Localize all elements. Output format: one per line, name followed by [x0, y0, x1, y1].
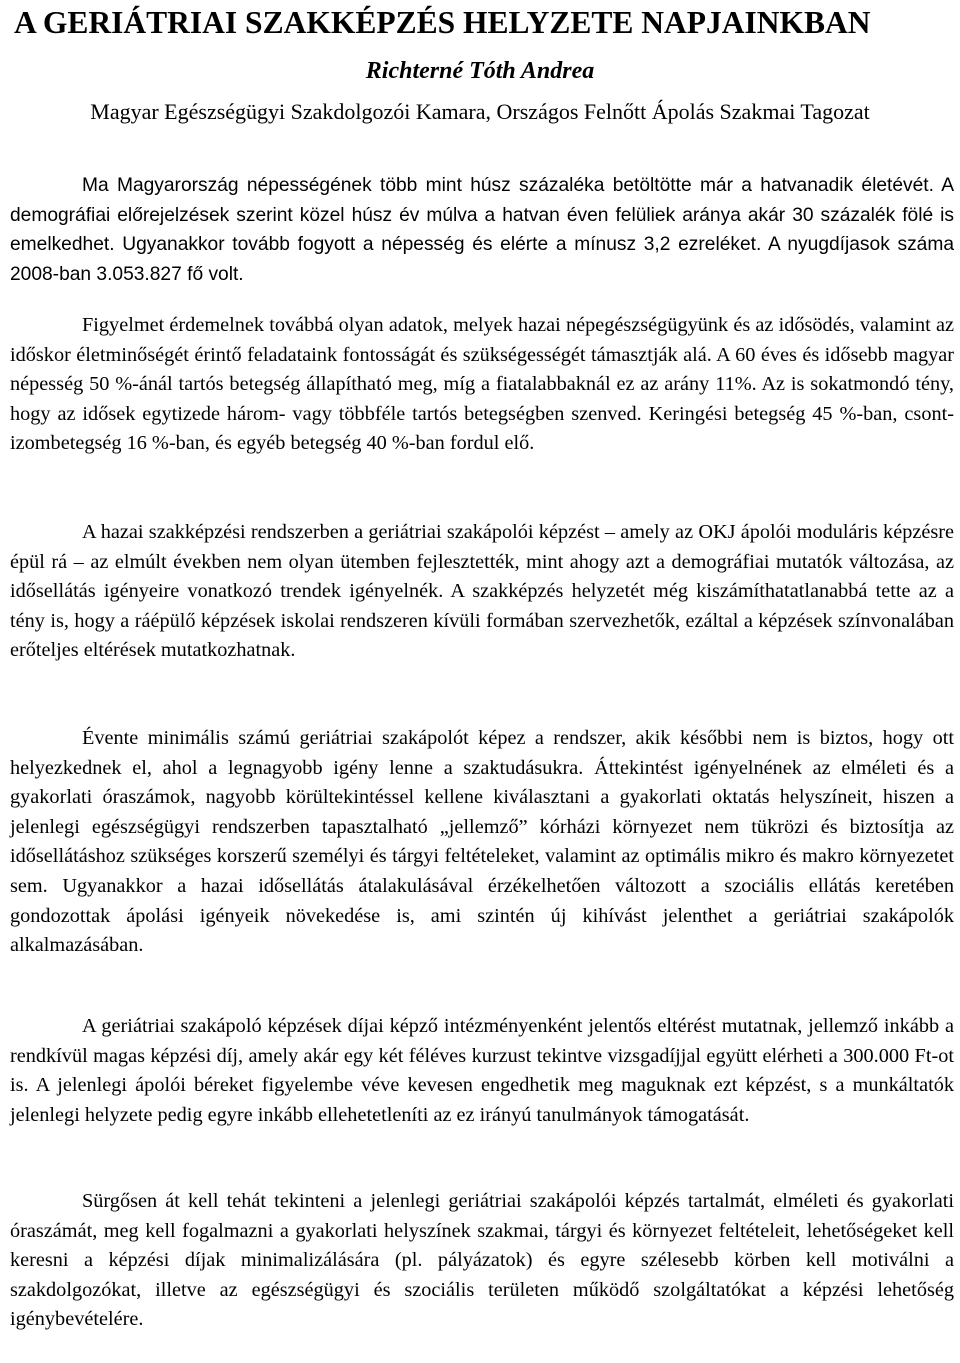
body-paragraph: Sürgősen át kell tehát tekinteni a jelenlegi geriátriai szakápolói képzés tartalmát, elméleti és gyakorlati óraszámát, meg kell fogalmazni a gyakorlati helyszínek szakmai, tárgyi és környezet feltételeit, lehetőségeket kell keresni a képzési díjak minimalizálására (pl. pályázatok) és egyre szélesebb körben kell motiválni a szakdolgozókat, illetve az egészségügyi és szociális területen működő szolgáltatókat a képzési lehetőség igénybevételére. [10, 1190, 954, 1331]
body-paragraph: Évente minimális számú geriátriai szakápolót képez a rendszer, akik későbbi nem is biztos, hogy ott helyezkednek el, ahol a legnagyobb igény lenne a szaktudásukra. Áttekintést igényelnének az elméleti és a gyakorlati óraszámok, nagyobb körültekintéssel kellene kiválasztani a gyakorlati oktatás helyszíneit, hiszen a jelenlegi egészségügyi rendszerben tapasztalható „jellemző” kórházi környezet nem tükrözi és biztosítja az idősellátáshoz szükséges korszerű személyi és tárgyi feltételeket, valamint az optimális mikro és makro környezetet sem. Ugyanakkor a hazai idősellátás átalakulásával érzékelhetően változott a szociális ellátás keretében gondozottak ápolási igényeik növekedése is, ami szintén új kihívást jelenthet a geriátriai szakápolók alkalmazásában. [10, 727, 954, 957]
body-paragraph: A geriátriai szakápoló képzések díjai képző intézményenként jelentős eltérést mutatnak, jellemző inkább a rendkívül magas képzési díj, amely akár egy két féléves kurzust tekintve vizsgadíjjal együtt elérheti a 300.000 Ft-ot is. A jelenlegi ápolói béreket figyelembe véve kevesen engedhetik meg maguknak ezt képzést, s a munkáltatók jelenlegi helyzete pedig egyre inkább ellehetetleníti az ez irányú tanulmányok támogatását. [10, 1015, 954, 1126]
author-name: Richterné Tóth Andrea [365, 58, 595, 84]
author-affiliation: Magyar Egészségügyi Szakdolgozói Kamara, Országos Felnőtt Ápolás Szakmai Tagozat [90, 99, 870, 124]
document-title: A GERIÁTRIAI SZAKKÉPZÉS HELYZETE NAPJAINKBAN [14, 5, 871, 40]
body-paragraph: Ma Magyarország népességének több mint húsz százaléka betöltötte már a hatvanadik életévét. A demográfiai előrejelzések szerint közel húsz év múlva a hatvan éven felüliek aránya akár 30 százalék fölé is emelkedhet. Ugyanakkor tovább fogyott a népesség és elérte a mínusz 3,2 ezreléket. A nyugdíjasok száma 2008-ban 3.053.827 fő volt. [10, 175, 954, 285]
body-paragraph: Figyelmet érdemelnek továbbá olyan adatok, melyek hazai népegészségügyünk és az idősödés, valamint az időskor életminőségét érintő feladataink fontosságát és szükségességét támasztják alá. A 60 éves és idősebb magyar népesség 50 %-ánál tartós betegség állapítható meg, míg a fiatalabbaknál ez az arány 11%. Az is sokatmondó tény, hogy az idősek egytizede három- vagy többféle tartós betegségben szenved. Keringési betegség 45 %-ban, csont-izombetegség 16 %-ban, és egyéb betegség 40 %-ban fordul elő. [10, 314, 954, 455]
body-paragraph: A hazai szakképzési rendszerben a geriátriai szakápolói képzést – amely az OKJ ápolói moduláris képzésre épül rá – az elmúlt években nem olyan ütemben fejlesztették, mint ahogy azt a demográfiai mutatók változása, az idősellátás igényeire vonatkozó trendek igényelnék. A szakképzés helyzetét még kiszámíthatatlanabbá tette az a tény is, hogy a ráépülő képzések iskolai rendszeren kívüli formában szervezhetők, ezáltal a képzések színvonalában erőteljes eltérések mutatkozhatnak. [10, 521, 954, 662]
